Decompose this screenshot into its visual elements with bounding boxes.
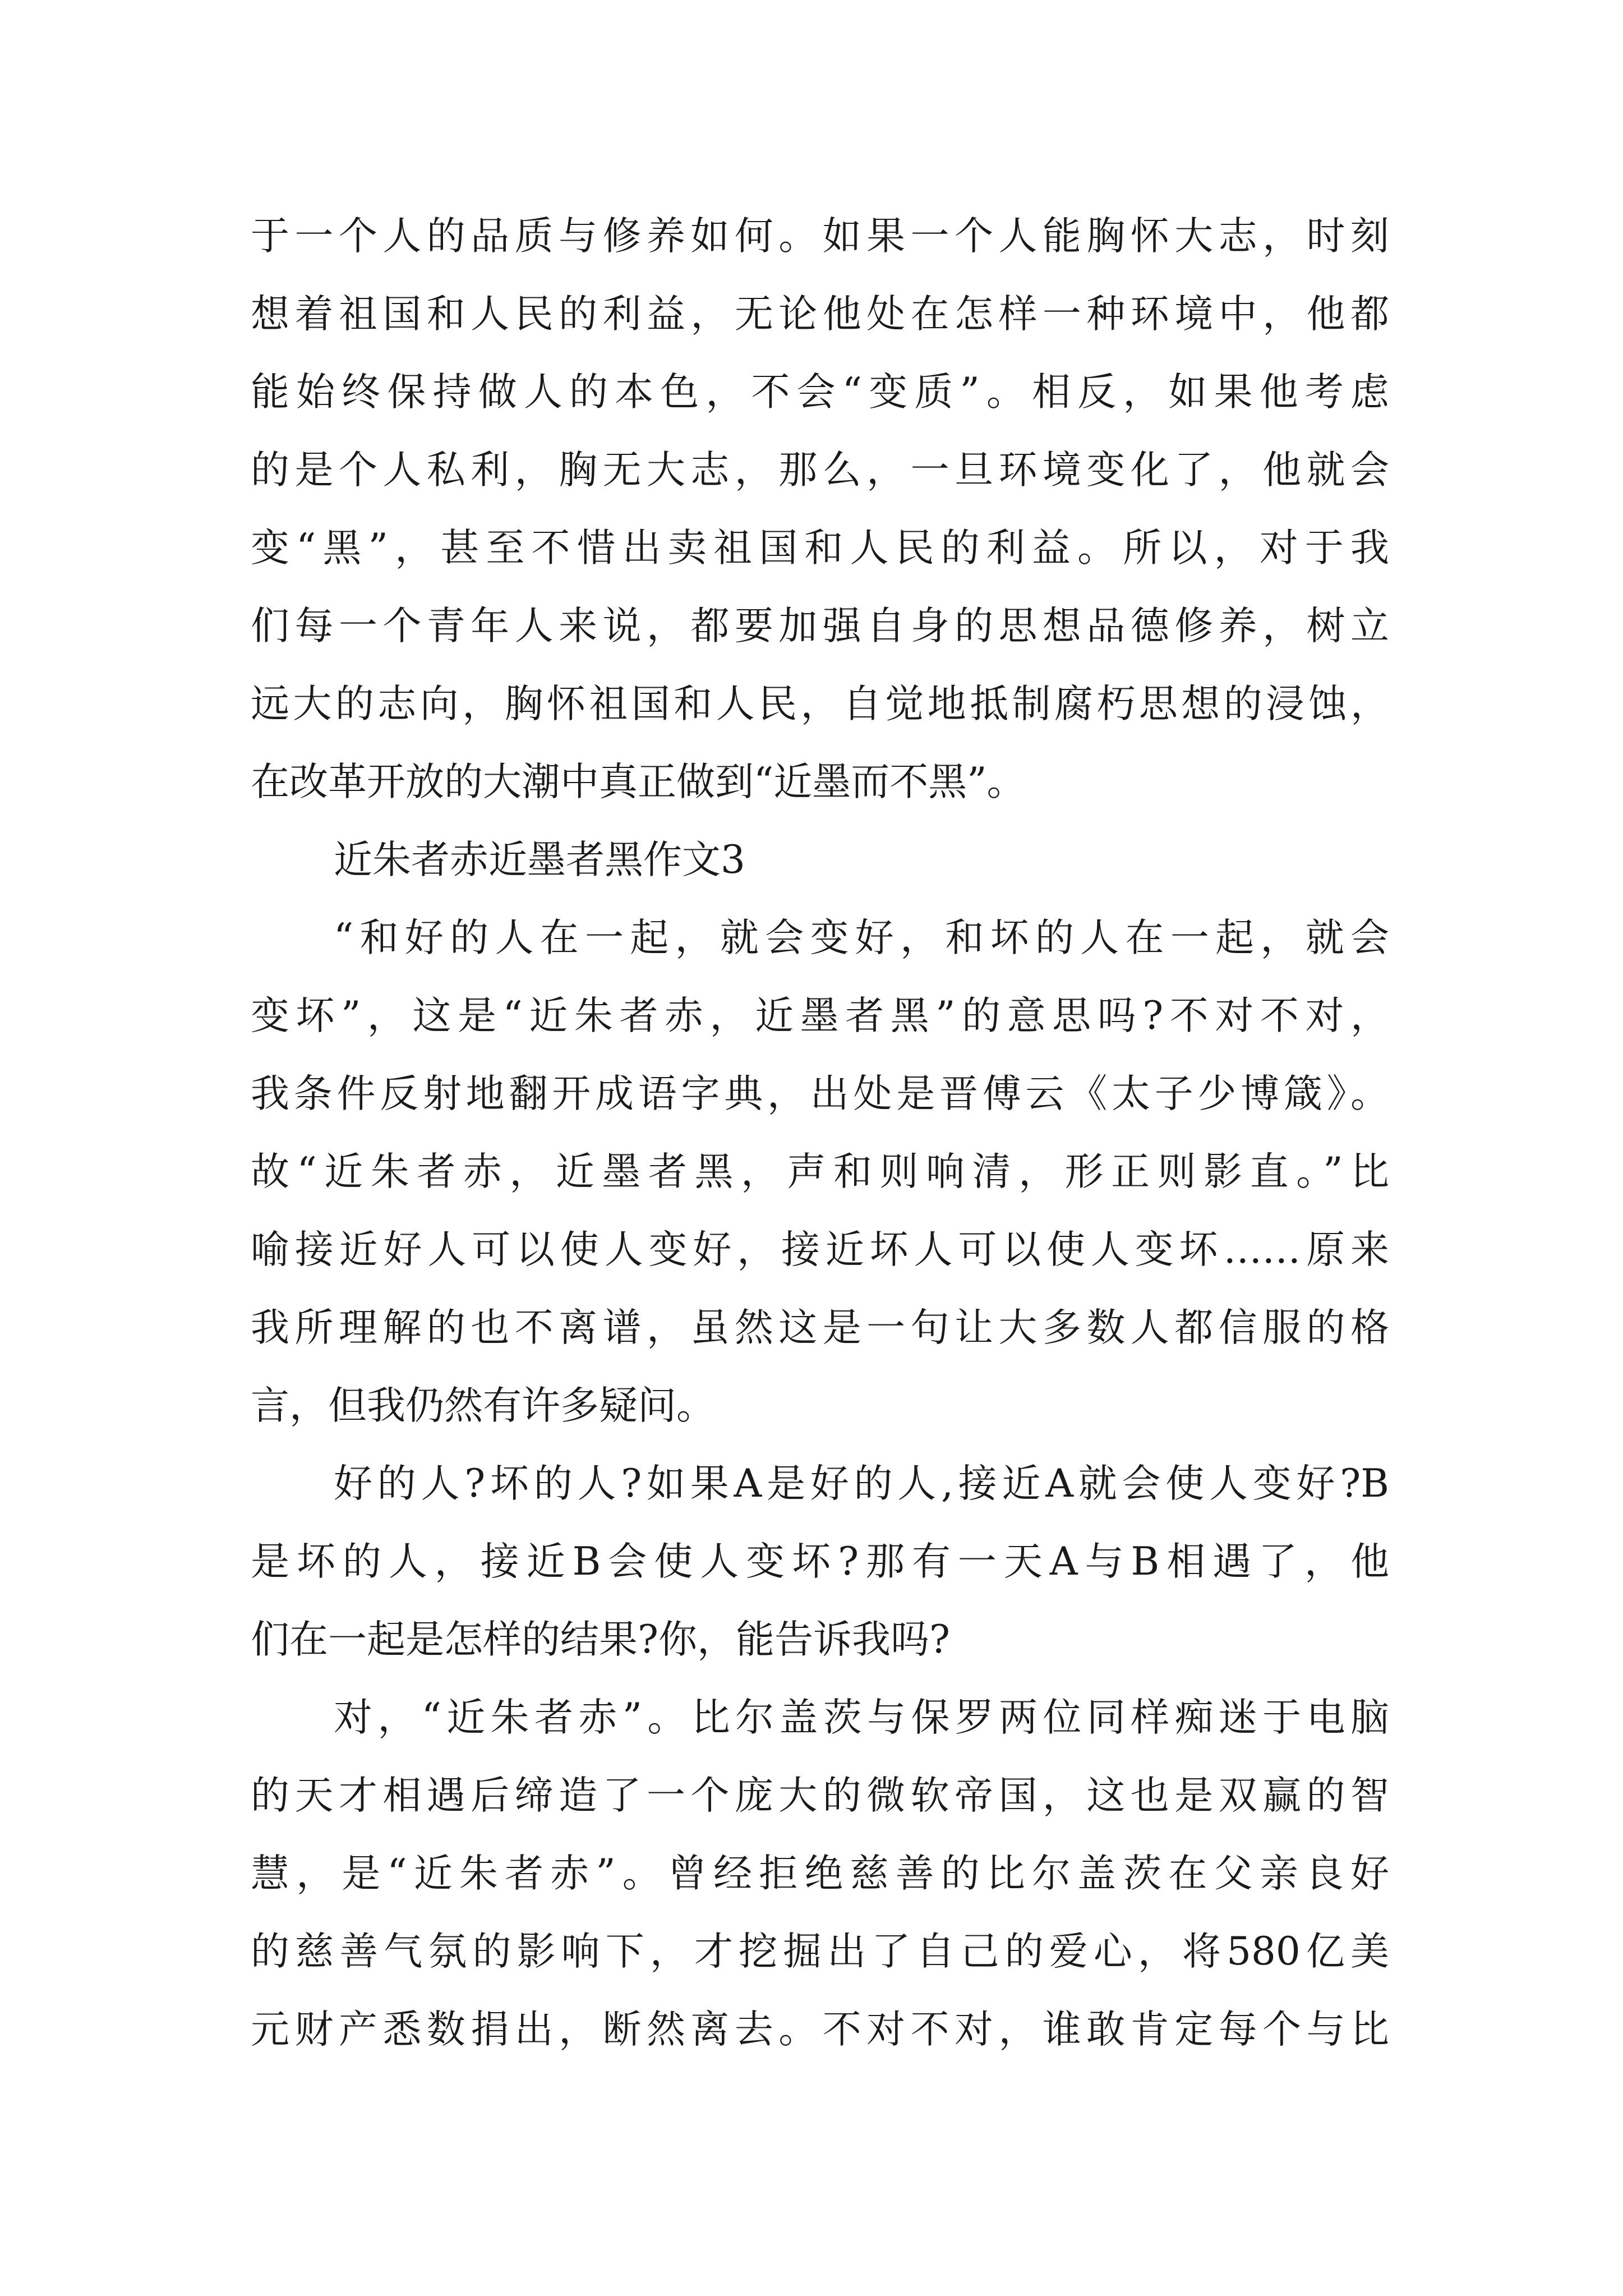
- text-line: 的天才相遇后缔造了一个庞大的微软帝国，这也是双赢的智: [251, 1773, 1389, 1818]
- text-line: 们在一起是怎样的结果?你，能告诉我吗?: [251, 1617, 950, 1662]
- text-line: 的是个人私利，胸无大志，那么，一旦环境变化了，他就会: [251, 448, 1389, 493]
- body-text: [251, 197, 1389, 2069]
- text-line: 远大的志向，胸怀祖国和人民，自觉地抵制腐朽思想的浸蚀，: [251, 682, 1389, 726]
- text-line: 想着祖国和人民的利益，无论他处在怎样一种环境中，他都: [251, 292, 1389, 337]
- section-heading: 近朱者赤近墨者黑作文3: [334, 838, 745, 882]
- text-line: 变“黑”，甚至不惜出卖祖国和人民的利益。所以，对于我: [251, 526, 1389, 570]
- text-line: 在改革开放的大潮中真正做到“近墨而不黑”。: [251, 760, 1026, 804]
- text-line: 于一个人的品质与修养如何。如果一个人能胸怀大志，时刻: [251, 214, 1389, 259]
- text-line: 好的人?坏的人?如果A是好的人,接近A就会使人变好?B: [334, 1461, 1389, 1506]
- text-line: 对，“近朱者赤”。比尔盖茨与保罗两位同样痴迷于电脑: [334, 1695, 1389, 1740]
- text-line: 言，但我仍然有许多疑问。: [251, 1383, 715, 1428]
- text-line: 故“近朱者赤，近墨者黑，声和则响清，形正则影直。”比: [251, 1149, 1389, 1194]
- text-line: “和好的人在一起，就会变好，和坏的人在一起，就会: [334, 915, 1389, 960]
- text-line: 我条件反射地翻开成语字典，出处是晋傅云《太子少博箴》。: [251, 1071, 1389, 1116]
- text-line: 慧，是“近朱者赤”。曾经拒绝慈善的比尔盖茨在父亲良好: [251, 1851, 1389, 1896]
- text-line: 变坏”，这是“近朱者赤，近墨者黑”的意思吗?不对不对，: [251, 993, 1389, 1038]
- text-line: 们每一个青年人来说，都要加强自身的思想品德修养，树立: [251, 604, 1389, 648]
- text-line: 我所理解的也不离谱，虽然这是一句让大多数人都信服的格: [251, 1305, 1389, 1350]
- text-line: 喻接近好人可以使人变好，接近坏人可以使人变坏……原来: [251, 1227, 1389, 1272]
- text-line: 是坏的人，接近B会使人变坏?那有一天A与B相遇了，他: [251, 1539, 1389, 1584]
- text-line: 的慈善气氛的影响下，才挖掘出了自己的爱心，将580亿美: [251, 1929, 1389, 1974]
- text-line: 能始终保持做人的本色，不会“变质”。相反，如果他考虑: [251, 370, 1389, 415]
- text-line: 元财产悉数捐出，断然离去。不对不对，谁敢肯定每个与比: [251, 2007, 1389, 2052]
